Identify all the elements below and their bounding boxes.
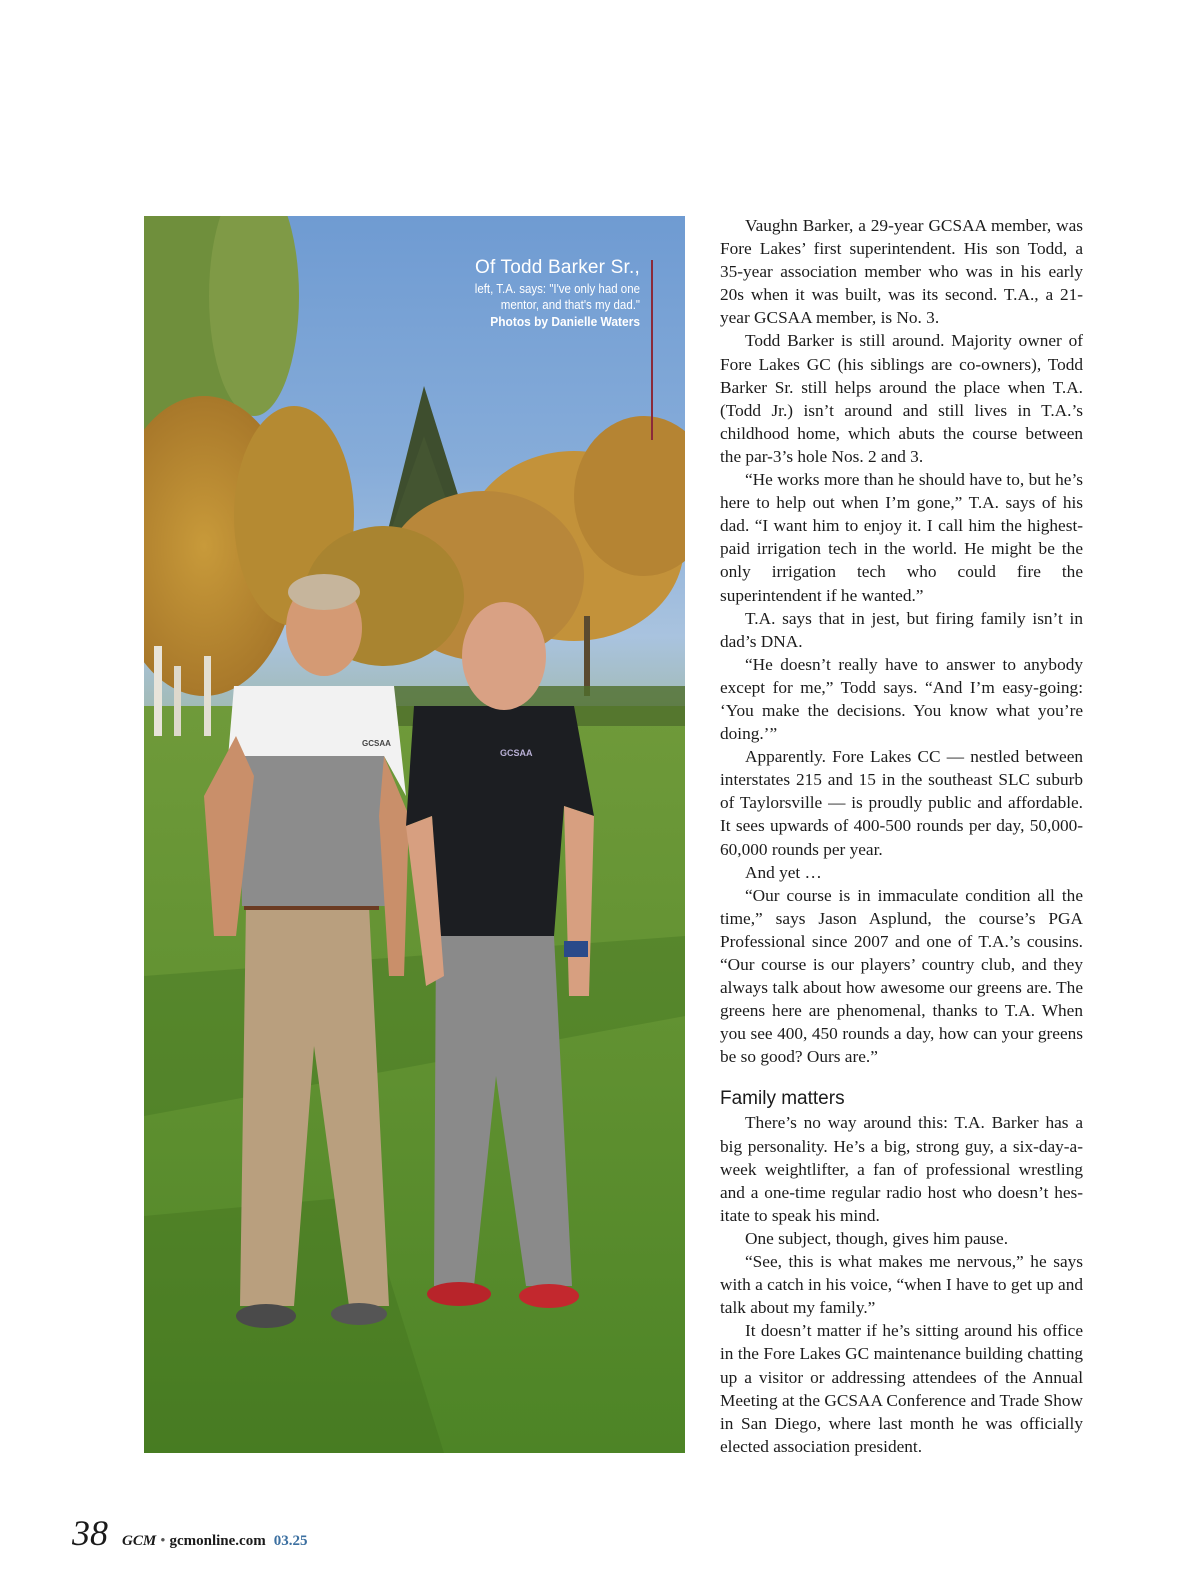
caption-rule (651, 260, 653, 440)
article-photo (144, 216, 685, 1453)
page-footer (72, 1512, 307, 1554)
subhead: Family matters (720, 1088, 845, 1110)
caption-credit: Photos by Danielle Waters (490, 314, 640, 329)
caption-body: left, T.A. says: "I've only had one mentor, and that's my dad." (474, 282, 640, 312)
paragraph: And yet … (745, 862, 822, 882)
paragraph: “Our course is in immaculate condition all the time,” says Jason Asplund, the course’s PGA Professional since 2007 and one of T.A.’s cousins. “Our course is our players’ country club, and they always talk about how awesome our greens are. The greens here are phenomenal, thanks to T.A. When you see 400, 450 rounds a day, how can your greens be so good? Ours are.” (720, 885, 1083, 1067)
paragraph: T.A. says that in jest, but firing family isn’t in dad’s DNA. (720, 608, 1083, 651)
paragraph: There’s no way around this: T.A. Barker has a big personality. He’s a big, strong guy, a six-day-a-week weightlifter, a fan of professional wrestling and a one-time regular radio host who doesn’t hesitate to speak his mind. (720, 1113, 1083, 1225)
footer-url[interactable]: gcmonline.com (169, 1533, 266, 1549)
magazine-name: GCM (122, 1533, 157, 1549)
photo-caption (444, 256, 640, 331)
paragraph: Apparently. Fore Lakes CC — nestled between interstates 215 and 15 in the southeast SLC suburb of Taylorsville — is proudly public and affordable. It sees upwards of 400-500 rounds per day, 50,000-60,000 rounds per year. (720, 747, 1083, 859)
paragraph: Vaughn Barker, a 29-year GCSAA member, was Fore Lakes’ first superintendent. His son Todd, a 35-year association member who was in his early 20s when it was built, was its second. T.A., a 21-year GCSAA member, is No. 3. (720, 216, 1083, 328)
paragraph: Todd Barker is still around. Majority owner of Fore Lakes GC (his siblings are co-owners), Todd Barker Sr. still helps around the place when T.A. (Todd Jr.) isn’t around and still lives in T.A.’s childhood home, which abuts the course between the par-3’s hole Nos. 2 and 3. (720, 331, 1083, 466)
article-body (720, 214, 1083, 1458)
paragraph: “See, this is what makes me nervous,” he says with a catch in his voice, “when I have to get up and talk about my family.” (720, 1252, 1083, 1318)
shirt-logo-text: GCSAA (500, 748, 533, 758)
paragraph: One subject, though, gives him pause. (745, 1228, 1009, 1248)
page-number: 38 (72, 1513, 108, 1553)
caption-lead: Of Todd Barker Sr., (474, 257, 640, 278)
photo-illustration (144, 216, 685, 1453)
shirt-logo-text-2: GCSAA (362, 739, 391, 748)
footer-separator: • (160, 1533, 166, 1549)
issue-date: 03.25 (273, 1533, 308, 1549)
paragraph: It doesn’t matter if he’s sitting around his office in the Fore Lakes GC maintenance building chatting up a visitor or addressing attendees of the Annual Meeting at the GCSAA Conference and Trade Show in San Diego, where last month he was officially elected association president. (720, 1321, 1083, 1456)
paragraph: “He works more than he should have to, but he’s here to help out when I’m gone,” T.A. says of his dad. “I want him to enjoy it. I call him the highest-paid irrigation tech in the world. He might be the only irrigation tech who could fire the superintendent if he wanted.” (720, 470, 1083, 605)
paragraph: “He doesn’t really have to answer to anybody except for me,” Todd says. “And I’m easy-going: ‘You make the decisions. You know what you’re doing.’” (720, 654, 1083, 744)
